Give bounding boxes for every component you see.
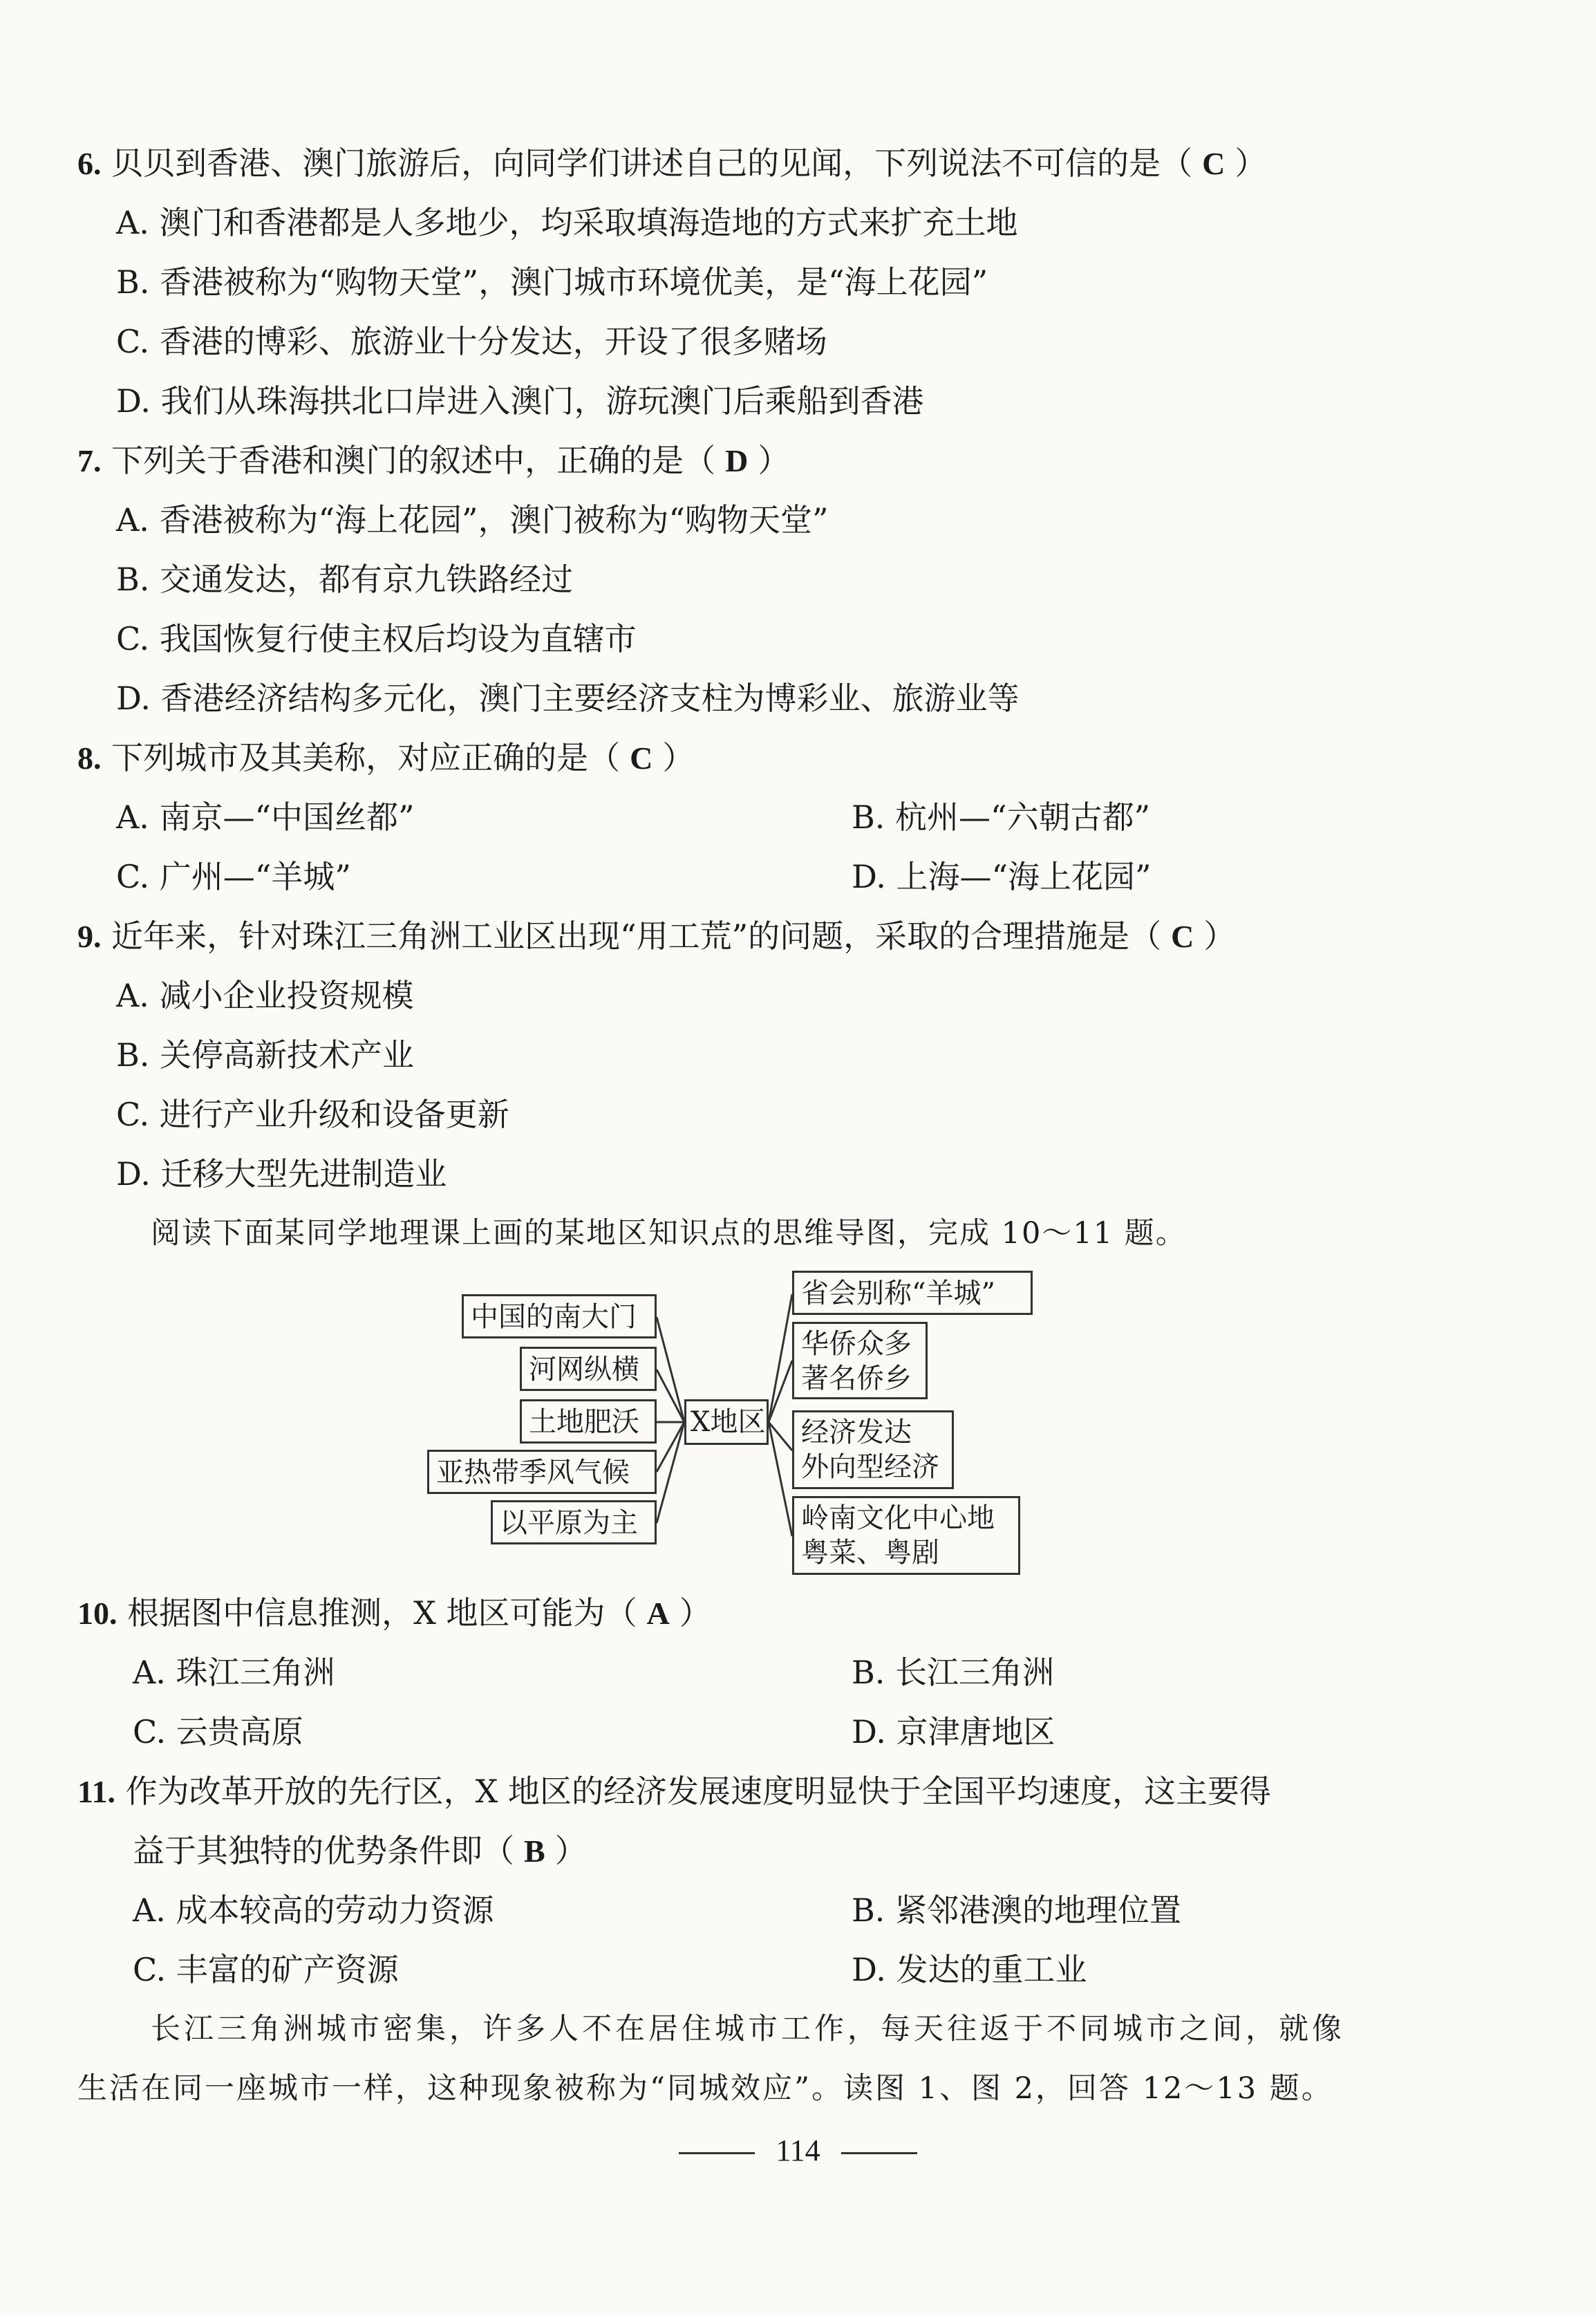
option-c: C. 香港的博彩、旅游业十分发达，开设了很多赌场 xyxy=(116,323,827,360)
question-text: 作为改革开放的先行区，X 地区的经济发展速度明显快于全国平均速度，这主要得 xyxy=(125,1773,1271,1810)
option-c: C. 云贵高原 xyxy=(133,1713,303,1750)
question-8-stem xyxy=(77,737,694,778)
question-11-stem xyxy=(77,1771,1271,1812)
option-b: B. 香港被称为“购物天堂”，澳门城市环境优美，是“海上花园” xyxy=(116,263,988,301)
question-number: 10. xyxy=(77,1596,118,1631)
question-9-stem xyxy=(77,915,1235,957)
bracket-close: ） xyxy=(1203,917,1236,955)
option-d: D. 迁移大型先进制造业 xyxy=(116,1155,447,1193)
bracket-close: ） xyxy=(679,1594,711,1632)
option-a: A. 南京—“中国丝都” xyxy=(116,799,415,836)
bracket-close: ） xyxy=(1234,144,1267,182)
mindmap-left-node: 河网纵横 xyxy=(520,1347,657,1391)
option-b: B. 关停高新技术产业 xyxy=(116,1036,415,1074)
question-number: 11. xyxy=(77,1774,115,1809)
question-text: 根据图中信息推测，X 地区可能为（ xyxy=(127,1594,637,1632)
option-a: A. 珠江三角洲 xyxy=(133,1654,335,1691)
mindmap-right-node xyxy=(792,1410,954,1489)
option-b: B. 交通发达，都有京九铁路经过 xyxy=(116,561,574,598)
option-a: A. 减小企业投资规模 xyxy=(116,977,414,1014)
bracket-close: ） xyxy=(758,442,790,479)
question-number: 8. xyxy=(77,740,102,776)
answer-letter: C xyxy=(1202,146,1226,181)
page-number-footer xyxy=(0,2133,1596,2168)
question-text: 益于其独特的优势条件即（ xyxy=(133,1832,514,1869)
option-b: B. 长江三角洲 xyxy=(852,1654,1055,1691)
question-text: 下列城市及其美称，对应正确的是（ xyxy=(111,739,621,776)
option-d: D. 京津唐地区 xyxy=(852,1713,1055,1750)
option-a: A. 香港被称为“海上花园”，澳门被称为“购物天堂” xyxy=(116,501,829,539)
mindmap-left-node: 土地肥沃 xyxy=(520,1399,657,1444)
question-number: 7. xyxy=(77,443,102,478)
option-a: A. 澳门和香港都是人多地少，均采取填海造地的方式来扩充土地 xyxy=(116,204,1018,241)
bracket-close: ） xyxy=(554,1832,587,1869)
option-d: D. 香港经济结构多元化，澳门主要经济支柱为博彩业、旅游业等 xyxy=(116,680,1020,717)
node-line: 华侨众多 xyxy=(801,1328,912,1360)
mindmap-right-node: 省会别称“羊城” xyxy=(792,1271,1033,1315)
option-b: B. 紧邻港澳的地理位置 xyxy=(852,1892,1182,1929)
node-line: 外向型经济 xyxy=(801,1451,939,1483)
mindmap-right-node xyxy=(792,1322,928,1399)
question-11-stem-continued xyxy=(133,1830,587,1871)
mindmap-center-node: X地区 xyxy=(684,1399,769,1445)
footer-rule-right xyxy=(841,2152,917,2154)
question-text: 近年来，针对珠江三角洲工业区出现“用工荒”的问题，采取的合理措施是（ xyxy=(111,917,1162,955)
node-line: 经济发达 xyxy=(801,1417,912,1448)
reading-paragraph-line-2: 生活在同一座城市一样，这种现象被称为“同城效应”。读图 1、图 2，回答 12～13 题。 xyxy=(77,2071,1333,2106)
option-c: C. 进行产业升级和设备更新 xyxy=(116,1096,509,1133)
question-10-stem xyxy=(77,1592,711,1634)
answer-letter: C xyxy=(630,740,653,776)
mindmap-left-node: 以平原为主 xyxy=(491,1500,657,1544)
question-text: 下列关于香港和澳门的叙述中，正确的是（ xyxy=(111,442,716,479)
mindmap-right-node xyxy=(792,1496,1020,1575)
node-line: 粤菜、粤剧 xyxy=(801,1537,939,1569)
option-d: D. 发达的重工业 xyxy=(852,1951,1087,1988)
node-line: 著名侨乡 xyxy=(801,1363,912,1394)
answer-letter: A xyxy=(646,1596,670,1631)
answer-letter: D xyxy=(725,443,749,478)
reading-paragraph-line-1: 长江三角洲城市密集，许多人不在居住城市工作，每天往返于不同城市之间，就像 xyxy=(151,2012,1345,2046)
question-text: 贝贝到香港、澳门旅游后，向同学们讲述自己的见闻，下列说法不可信的是（ xyxy=(111,144,1193,182)
option-c: C. 广州—“羊城” xyxy=(116,858,351,895)
answer-letter: B xyxy=(524,1833,545,1869)
question-6-stem xyxy=(77,142,1266,184)
bracket-close: ） xyxy=(662,739,695,776)
question-7-stem xyxy=(77,440,789,481)
option-b: B. 杭州—“六朝古都” xyxy=(852,799,1151,836)
node-line: 岭南文化中心地 xyxy=(801,1502,995,1534)
option-d: D. 上海—“海上花园” xyxy=(852,858,1152,895)
footer-rule-left xyxy=(679,2152,755,2154)
mindmap-left-node: 亚热带季风气候 xyxy=(427,1450,657,1494)
reading-instruction: 阅读下面某同学地理课上画的某地区知识点的思维导图，完成 10～11 题。 xyxy=(151,1216,1187,1251)
question-number: 9. xyxy=(77,919,102,954)
option-c: C. 丰富的矿产资源 xyxy=(133,1951,399,1988)
option-a: A. 成本较高的劳动力资源 xyxy=(133,1892,494,1929)
page-number: 114 xyxy=(776,2133,820,2167)
question-number: 6. xyxy=(77,146,102,181)
option-d: D. 我们从珠海拱北口岸进入澳门，游玩澳门后乘船到香港 xyxy=(116,382,924,420)
mindmap-left-node: 中国的南大门 xyxy=(462,1294,657,1338)
answer-letter: C xyxy=(1171,919,1194,954)
option-c: C. 我国恢复行使主权后均设为直辖市 xyxy=(116,620,637,657)
